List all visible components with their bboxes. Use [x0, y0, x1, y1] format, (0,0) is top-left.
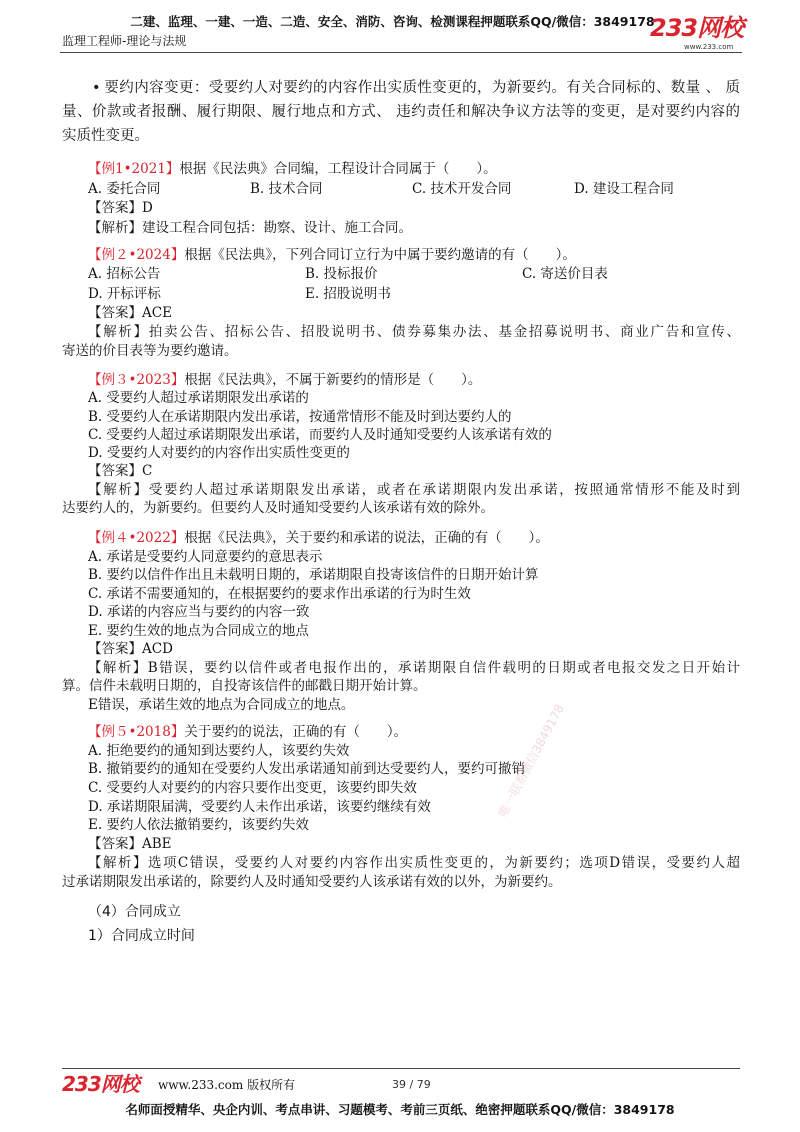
analysis-text: 拍卖公告、招标公告、招股说明书、债券募集办法、基金招募说明书、商业广告和宣传、 — [148, 324, 740, 341]
answer-value: ACE — [142, 304, 172, 321]
option-a: A. 招标公告 — [88, 266, 161, 283]
section-block — [88, 900, 195, 948]
question-text: 根据《民法典》，下列合同订立行为中属于要约邀请的有（ ）。 — [184, 247, 576, 263]
answer-label: 【答案】 — [88, 304, 142, 321]
header-logo-url: www.233.com — [684, 43, 734, 51]
footer-logo: 233网校 — [62, 1072, 139, 1096]
analysis-continuation: 算。信件未载明日期的，自投寄该信件的邮戳日期开始计算。 — [62, 678, 427, 694]
example-label: 【例２•2024】 — [88, 247, 185, 263]
header-subject: 监理工程师-理论与法规 — [62, 34, 187, 48]
example-question — [62, 160, 740, 180]
example-label: 【例５•2018】 — [88, 724, 185, 740]
answer-label: 【答案】 — [88, 641, 142, 657]
example-analysis — [62, 219, 740, 239]
option-d: D. 开标评标 — [88, 285, 161, 302]
analysis-label: 【解析】 — [88, 659, 148, 676]
section-subheading: 1）合同成立时间 — [88, 928, 195, 944]
analysis-continuation: 达要约人的，为新要约。但要约人及时通知受要约人该承诺有效的除外。 — [62, 500, 494, 517]
option-a: A. 受要约人超过承诺期限发出承诺的 — [88, 390, 309, 407]
analysis-continuation: 寄送的价目表等为要约邀请。 — [62, 343, 238, 360]
example-options — [62, 285, 740, 304]
section-heading: （4）合同成立 — [88, 904, 181, 920]
answer-value: ABE — [142, 836, 172, 853]
example-4 — [62, 529, 740, 714]
option-b: B. 撤销要约的通知在受要约人发出承诺通知前到达受要约人，要约可撤销 — [88, 761, 526, 778]
example-answer — [62, 640, 740, 659]
bullet-icon: • — [92, 80, 101, 96]
question-text: 根据《民法典》，不属于新要约的情形是（ ）。 — [184, 372, 482, 388]
example-answer — [62, 304, 740, 323]
example-2 — [62, 246, 740, 362]
example-options — [62, 180, 740, 200]
option-b: B. 要约以信件作出且未载明日期的，承诺期限自投寄该信件的日期开始计算 — [88, 567, 539, 583]
example-label: 【例３•2023】 — [88, 372, 185, 388]
example-5 — [62, 723, 740, 891]
option-a: A. 承诺是受要约人同意要约的意思表示 — [88, 548, 323, 565]
option-d: D. 承诺的内容应当与要约的内容一致 — [88, 604, 310, 620]
intro-text: 要约内容变更：受要约人对要约的内容作出实质性变更的，为新要约。有关合同标的、数量 、 质 — [104, 80, 740, 96]
analysis-text: B错误，要约以信件或者电报作出的，承诺期限自信件载明的日期或者电报交发之日开始计 — [147, 659, 740, 676]
option-b: B. 投标报价 — [305, 266, 378, 283]
option-d: D. 建设工程合同 — [574, 180, 674, 197]
example-analysis — [62, 659, 740, 678]
watermark: 唯一联系微信3849178 — [495, 702, 567, 820]
analysis-text: 建设工程合同包括：勘察、设计、施工合同。 — [142, 219, 412, 236]
example-answer — [62, 199, 740, 219]
analysis-label: 【解析】 — [88, 219, 142, 236]
answer-value: D — [142, 200, 153, 216]
example-analysis — [62, 481, 740, 499]
answer-label: 【答案】 — [88, 836, 142, 853]
analysis-continuation: 过承诺期限发出承诺的，除要约人及时通知受要约人该承诺有效的以外，为新要约。 — [62, 873, 562, 890]
intro-line: 实质性变更。 — [62, 128, 149, 144]
option-b: B. 技术合同 — [250, 180, 323, 197]
example-label: 【例４•2022】 — [88, 530, 185, 546]
intro-line: 量、价款或者报酬、履行期限、履行地点和方式、 违约责任和解决争议方法等的变更，是对要约内容的 — [62, 104, 740, 120]
option-e: E. 要约生效的地点为合同成立的地点 — [88, 622, 309, 639]
option-c: C. 受要约人超过承诺期限发出承诺，而要约人及时通知受要约人该承诺有效的 — [88, 426, 552, 443]
intro-paragraph — [62, 76, 740, 148]
analysis-text: 选项C错误，受要约人对要约内容作出实质性变更的，为新要约；选项D错误，受要约人超 — [147, 854, 740, 871]
answer-label: 【答案】 — [88, 463, 142, 480]
option-c: C. 承诺不需要通知的，在根据要约的要求作出承诺的行为时生效 — [88, 585, 471, 602]
question-text: 根据《民法典》合同编，工程设计合同属于（ ）。 — [179, 161, 497, 177]
example-question — [62, 723, 740, 742]
header-logo: 233网校 — [650, 14, 744, 42]
option-c: C. 寄送价目表 — [522, 266, 608, 283]
analysis-label: 【解析】 — [88, 481, 149, 498]
example-answer — [62, 462, 740, 480]
option-e: E. 要约人依法撤销要约，该要约失效 — [88, 817, 309, 834]
example-1 — [62, 160, 740, 238]
answer-value: ACD — [142, 641, 173, 657]
option-d: D. 承诺期限届满，受要约人未作出承诺，该要约继续有效 — [88, 798, 431, 815]
analysis-text: 受要约人超过承诺期限发出承诺，或者在承诺期限内发出承诺，按照通常情形不能及时到 — [148, 481, 740, 498]
example-question — [62, 371, 740, 389]
option-b: B. 受要约人在承诺期限内发出承诺，按通常情形不能及时到达要约人的 — [88, 408, 512, 425]
analysis-label: 【解析】 — [88, 324, 149, 341]
question-text: 根据《民法典》，关于要约和承诺的说法，正确的有（ ）。 — [184, 530, 549, 546]
footer-divider — [62, 1068, 740, 1069]
option-a: A. 委托合同 — [88, 180, 161, 197]
question-text: 关于要约的说法，正确的有（ ）。 — [184, 724, 408, 740]
header-notice: 二建、监理、一建、一造、二造、安全、消防、咨询、检测课程押题联系QQ/微信：3849178 — [130, 14, 655, 29]
answer-label: 【答案】 — [88, 200, 142, 216]
intro-line — [62, 76, 740, 100]
example-3 — [62, 371, 740, 517]
option-e: E. 招股说明书 — [305, 285, 391, 302]
example-question — [62, 529, 740, 548]
analysis-label: 【解析】 — [88, 854, 148, 871]
footer-copyright: www.233.com 版权所有 — [158, 1078, 296, 1092]
header-divider — [60, 52, 742, 53]
option-d: D. 受要约人对要约的内容作出实质性变更的 — [88, 445, 350, 462]
option-c: C. 受要约人对要约的内容只要作出变更，该要约即失效 — [88, 780, 417, 797]
answer-value: C — [142, 463, 153, 480]
example-answer — [62, 835, 740, 854]
example-options — [62, 265, 740, 284]
example-analysis — [62, 854, 740, 873]
footer-notice: 名师面授精华、央企内训、考点串讲、习题模考、考前三页纸、绝密押题联系QQ/微信：3849178 — [125, 1102, 675, 1117]
analysis-extra: E错误，承诺生效的地点为合同成立的地点。 — [88, 696, 355, 713]
option-a: A. 拒绝要约的通知到达要约人，该要约失效 — [88, 742, 350, 759]
page-number: 39 / 79 — [392, 1078, 431, 1091]
option-c: C. 技术开发合同 — [412, 180, 512, 197]
example-question — [62, 246, 740, 265]
example-label: 【例1•2021】 — [88, 161, 180, 177]
example-analysis — [62, 323, 740, 342]
